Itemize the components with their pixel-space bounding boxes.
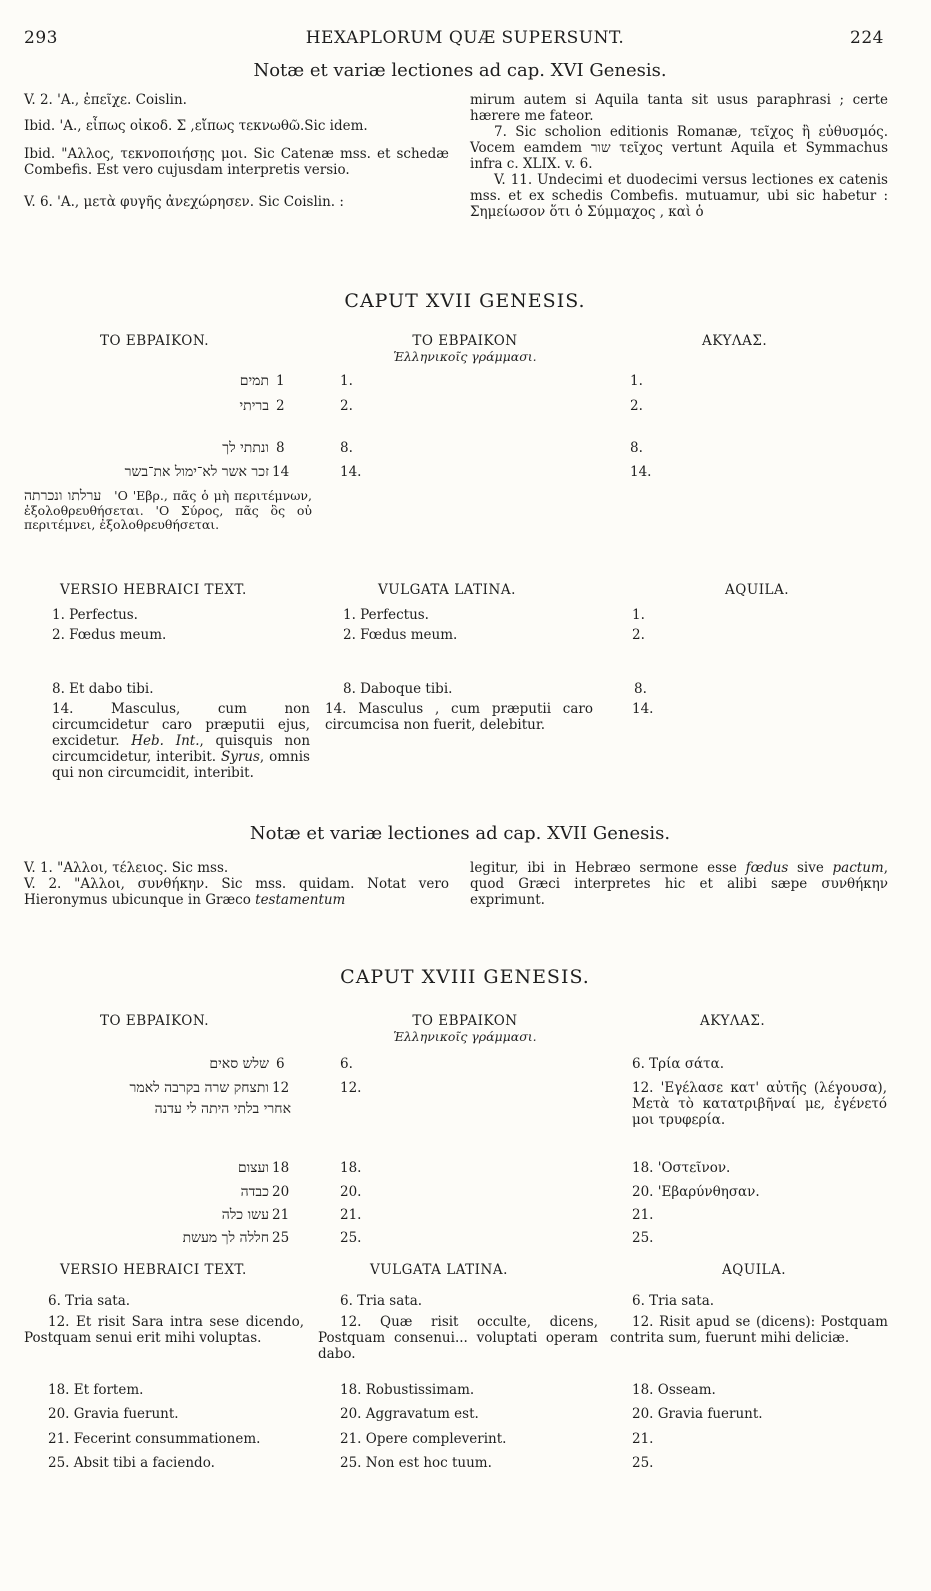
hebrew-text: עשו כלה [221, 1207, 269, 1223]
aquila-cell: 2. [630, 398, 643, 414]
greek-cell: 21. [340, 1207, 362, 1223]
hebrew-text: ערלתו ונכרתה [24, 488, 102, 504]
hebrew-text: אחרי בלתי היתה לי עדנה [154, 1101, 291, 1117]
note-17-v1: V. 1. "Αλλοι, τέλειος. Sic mss. [24, 860, 229, 876]
lat-18-v20-aquila: 20. Gravia fuerunt. [632, 1406, 763, 1422]
greek-cell: 25. [340, 1230, 362, 1246]
verse-number: 25 [272, 1230, 290, 1246]
note-16-v11: V. 11. Undecimi et duodecimi versus lectiones ex catenis mss. et ex schedis Combefis. mutuamur, ubi sic habetur : Σημείωσον ὅτι ὁ Σύμμαχος , καὶ ὁ [470, 172, 888, 220]
lat-17-v14-vulgate: 14. Masculus , cum præputii caro circumcisa non fuerit, delebitur. [325, 701, 593, 733]
notes-17-right [470, 860, 888, 908]
lat-17-v1-aquila: 1. [632, 607, 645, 623]
lat-18-v20-vulgate: 20. Aggravatum est. [340, 1406, 479, 1422]
note-16-ibid-a: Ibid. 'A., εἶπως οἰκοδ. Σ ,εἴπως τεκνωθῶ.Sic idem. [24, 118, 368, 134]
verse-number: 14 [272, 464, 290, 480]
hebrew-note-greek: 'Ο 'Εβρ., πᾶς ὁ μὴ περιτέμνων, ἐξολοθρευθήσεται. 'Ο Σύρος, πᾶς ὃς οὐ περιτέμνει, ἐξολοθρευθήσεται. [24, 488, 312, 532]
verse-number: 20 [272, 1184, 290, 1200]
lat-17-v1-vulgate: 1. Perfectus. [343, 607, 429, 623]
greek-cell: 8. [340, 440, 353, 456]
aquila-cell: 12. 'Εγέλασε κατ' αὐτῆς (λέγουσα), Μετὰ τὸ κατατριβῆναί με, ἐγένετό μοι τρυφερία. [632, 1080, 887, 1128]
verse-number: 21 [272, 1207, 290, 1223]
lat-18-v12-aquila: 12. Risit apud se (dicens): Postquam contrita sum, fuerunt mihi deliciæ. [610, 1314, 888, 1346]
notes-16-heading: Notæ et variæ lectiones ad cap. XVI Genesis. [253, 60, 667, 81]
lat-17-v2-vulgate: 2. Fœdus meum. [343, 627, 458, 643]
hebrew-text: חללה לך מעשת [182, 1230, 269, 1246]
hebrew-text: ועצום [237, 1160, 269, 1176]
italic-text: testamentum [255, 892, 346, 908]
cap-18-lat-col-3: AQUILA. [722, 1262, 787, 1278]
note-16-v7: 7. Sic scholion editionis Romanæ, τεῖχος ἢ εὐθυσμός. Vocem eamdem שור τεῖχος vertunt Aquila et Symmachus infra c. XLIX. v. 6. [470, 124, 889, 172]
lat-18-v25-vulgate: 25. Non est hoc tuum. [340, 1455, 492, 1471]
verse-number: 18 [272, 1160, 290, 1176]
lat-18-v18-aquila: 18. Osseam. [632, 1382, 716, 1398]
verse-number: 2 [276, 398, 285, 414]
note-16-ibid-b: Ibid. "Αλλος, τεκνοποιήσῃς μοι. Sic Catenæ mss. et schedæ Combefis. Est vero cujusdam interpretis versio. [24, 146, 449, 178]
notes-17-heading: Notæ et variæ lectiones ad cap. XVII Genesis. [249, 823, 671, 844]
cap-17-col-greek: TO EBPAIKON [412, 333, 518, 349]
cap-17-col-aquila: AKYΛAΣ. [702, 333, 768, 349]
lat-17-v2-hebrew: 2. Fœdus meum. [52, 627, 167, 643]
page-number-left: 293 [24, 28, 58, 48]
lat-17-v14-aquila: 14. [632, 701, 654, 717]
hebrew-text: תמים [239, 373, 269, 389]
text: , omnis qui non circumcidit, interibit. [52, 749, 310, 781]
lat-17-v8-vulgate: 8. Daboque tibi. [343, 681, 453, 697]
lat-18-v21-aquila: 21. [632, 1431, 654, 1447]
note-16-v6: V. 6. 'A., μετὰ φυγῆς ἀνεχώρησεν. Sic Coislin. : [24, 194, 344, 210]
aquila-cell: 18. 'Οστεῖνον. [632, 1160, 731, 1176]
verse-number: 1 [276, 373, 285, 389]
notes-17-left [24, 860, 449, 908]
lat-18-v18-hebrew: 18. Et fortem. [48, 1382, 144, 1398]
cap-18-lat-col-2: VULGATA LATINA. [370, 1262, 508, 1278]
verse-number: 6 [276, 1056, 285, 1072]
cap-18-title: CAPUT XVIII GENESIS. [340, 966, 590, 988]
greek-cell: 20. [340, 1184, 362, 1200]
greek-cell: 14. [340, 464, 362, 480]
text: legitur, ibi in Hebræo sermone esse [470, 860, 746, 876]
hebrew-text: זכר אשר לא־ימול את־בשר [124, 464, 269, 480]
lat-18-v21-hebrew: 21. Fecerint consummationem. [48, 1431, 261, 1447]
lat-18-v6-hebrew: 6. Tria sata. [48, 1293, 131, 1309]
lat-17-v8-hebrew: 8. Et dabo tibi. [52, 681, 154, 697]
greek-cell: 2. [340, 398, 353, 414]
cap-17-lat-col-2: VULGATA LATINA. [378, 582, 516, 598]
lat-18-v18-vulgate: 18. Robustissimam. [340, 1382, 475, 1398]
lat-17-v2-aquila: 2. [632, 627, 645, 643]
cap-17-title: CAPUT XVII GENESIS. [344, 290, 586, 312]
verse-number: 12 [272, 1080, 290, 1096]
running-title: HEXAPLORUM QUÆ SUPERSUNT. [305, 28, 625, 48]
hebrew-text: ותצחק שרה בקרבה לאמר [129, 1080, 269, 1096]
text: , quisquis non circumcidetur, interibit. [52, 733, 311, 765]
text: V. 2. "Αλλοι, συνθήκην. Sic mss. quidam. Notat vero Hieronymus ubicunque in Græco [24, 876, 449, 908]
lat-17-v1-hebrew: 1. Perfectus. [52, 607, 138, 623]
greek-cell: 18. [340, 1160, 362, 1176]
italic-text: pactum [832, 860, 884, 876]
hebrew-text: כבדה [240, 1184, 269, 1200]
greek-cell: 1. [340, 373, 353, 389]
lat-18-v25-hebrew: 25. Absit tibi a faciendo. [48, 1455, 215, 1471]
lat-18-v25-aquila: 25. [632, 1455, 654, 1471]
text: 14. Masculus, cum non circumcidetur caro præputii ejus, excidetur. [52, 701, 310, 749]
aquila-cell: 21. [632, 1207, 654, 1223]
cap-17-col-hebrew: TO EBPAIKON. [100, 333, 210, 349]
aquila-cell: 14. [630, 464, 652, 480]
aquila-cell: 6. Τρία σάτα. [632, 1056, 725, 1072]
italic-text: Heb. Int. [131, 733, 200, 749]
cap-17-lat-col-3: AQUILA. [725, 582, 790, 598]
italic-text: Syrus [220, 749, 260, 765]
cap-17-lat-col-1: VERSIO HEBRAICI TEXT. [60, 582, 247, 598]
lat-18-v6-vulgate: 6. Tria sata. [340, 1293, 423, 1309]
aquila-cell: 1. [630, 373, 643, 389]
notes-16-right [470, 92, 888, 220]
notes-16-left [24, 92, 449, 210]
lat-18-v21-vulgate: 21. Opere compleverint. [340, 1431, 507, 1447]
hebrew-text: שלש סאים [209, 1056, 269, 1072]
aquila-cell: 8. [630, 440, 643, 456]
italic-text: fœdus [745, 860, 789, 876]
greek-cell: 6. [340, 1056, 353, 1072]
hebrew-text: בריתי [239, 398, 269, 414]
verse-number: 8 [276, 440, 285, 456]
lat-17-v14-hebrew [52, 701, 310, 781]
cap-18-col-greek-sub: Ἑλληνικοῖς γράμμασι. [393, 1029, 537, 1044]
lat-18-v12-vulgate: 12. Quæ risit occulte, dicens, Postquam consenui... voluptati operam dabo. [318, 1314, 598, 1362]
note-17-v2 [24, 876, 449, 908]
lat-18-v12-hebrew: 12. Et risit Sara intra sese dicendo, Postquam senui erit mihi voluptas. [24, 1314, 304, 1346]
lat-18-v20-hebrew: 20. Gravia fuerunt. [48, 1406, 179, 1422]
cap-18-col-aquila: AKYΛAΣ. [700, 1013, 766, 1029]
aquila-cell: 20. 'Εβαρύνθησαν. [632, 1184, 760, 1200]
note-16-v2: V. 2. 'A., ἐπεῖχε. Coislin. [24, 92, 187, 108]
cap-18-col-hebrew: TO EBPAIKON. [100, 1013, 210, 1029]
lat-17-v8-aquila: 8. [634, 681, 647, 697]
aquila-cell: 25. [632, 1230, 654, 1246]
cap-18-col-greek: TO EBPAIKON [412, 1013, 518, 1029]
note-16-mirum: mirum autem si Aquila tanta sit usus paraphrasi ; certe hærere me fateor. [470, 92, 888, 124]
cap-17-col-greek-sub: Ἑλληνικοῖς γράμμασι. [393, 349, 537, 364]
greek-cell: 12. [340, 1080, 362, 1096]
cap-18-lat-col-1: VERSIO HEBRAICI TEXT. [60, 1262, 247, 1278]
text: sive [788, 860, 833, 876]
cap-17-hebrew-note [24, 489, 312, 533]
page-number-right: 224 [850, 28, 884, 48]
text: , quod Græci interpretes hic et alibi sæpe συνθήκην exprimunt. [470, 860, 888, 908]
hebrew-text: ונתתי לך [222, 440, 269, 456]
lat-18-v6-aquila: 6. Tria sata. [632, 1293, 715, 1309]
